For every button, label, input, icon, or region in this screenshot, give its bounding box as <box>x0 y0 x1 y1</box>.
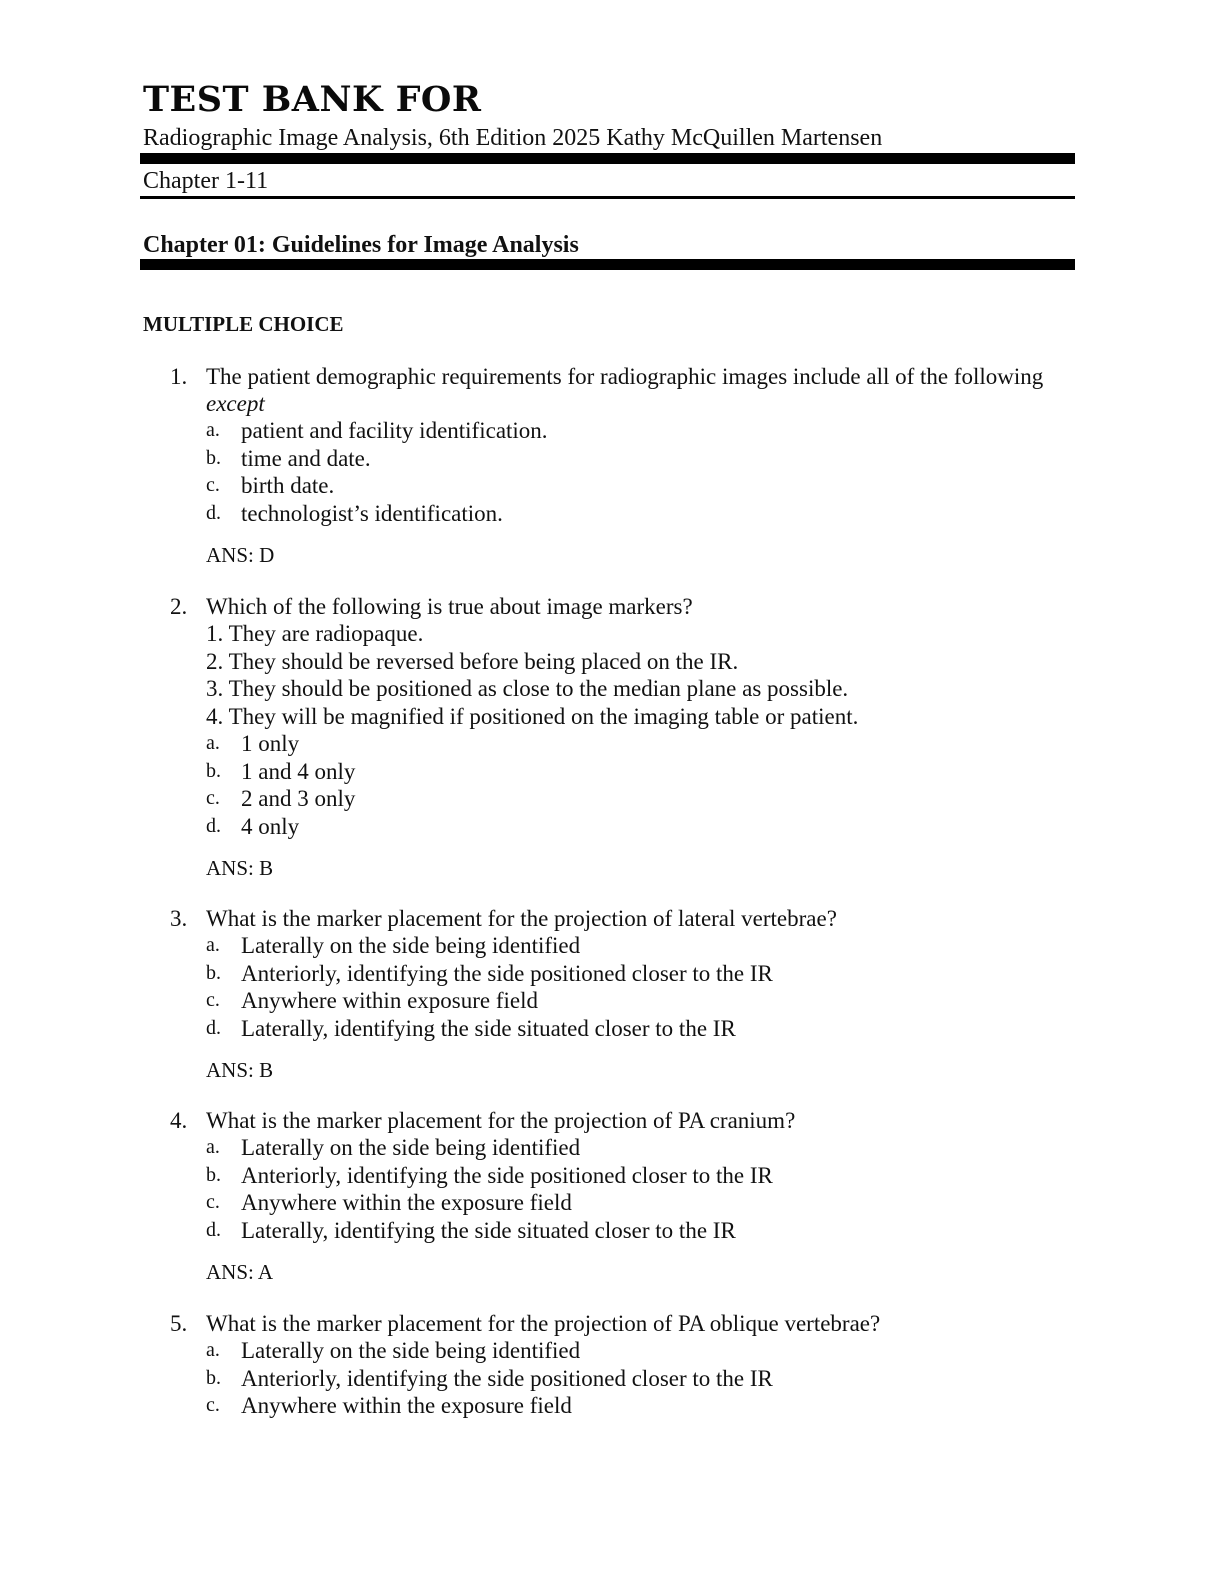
answer-option: b. Anteriorly, identifying the side positioned closer to the IR <box>206 1365 773 1391</box>
answer-option: c. Anywhere within the exposure field <box>206 1190 572 1215</box>
answer-option: c. Anywhere within exposure field <box>206 988 539 1013</box>
answer-option: b. Anteriorly, identifying the side positioned closer to the IR <box>206 1162 773 1188</box>
header-thin-rule <box>140 196 1075 199</box>
answer-key: ANS: B <box>206 856 274 880</box>
answer-option: a. patient and facility identification. <box>206 418 548 443</box>
chapter-title-rule <box>140 259 1075 270</box>
question-number: 2. <box>170 594 188 619</box>
answer-option: a. 1 only <box>206 731 300 756</box>
answer-option: d. Laterally, identifying the side situated closer to the IR <box>206 1217 736 1243</box>
question-5 <box>160 1310 1080 1420</box>
statement: 2. They should be reversed before being placed on the IR. <box>206 648 739 674</box>
stem-emphasis: except <box>206 391 265 416</box>
question-text: What is the marker placement for the projection of lateral vertebrae? <box>206 906 837 931</box>
question-number: 1. <box>170 364 188 389</box>
answer-option: b. Anteriorly, identifying the side positioned closer to the IR <box>206 960 773 986</box>
question-text: The patient demographic requirements for radiographic images include all of the following except <box>206 364 1044 416</box>
answer-option: c. 2 and 3 only <box>206 786 356 811</box>
answer-key: ANS: A <box>206 1260 274 1284</box>
answer-option: b. time and date. <box>206 445 371 471</box>
question-text: What is the marker placement for the projection of PA oblique vertebrae? <box>206 1311 881 1336</box>
question-number: 5. <box>170 1311 188 1336</box>
question-stem <box>160 1310 1080 1337</box>
question-text: What is the marker placement for the projection of PA cranium? <box>206 1108 796 1133</box>
answer-option: c. Anywhere within the exposure field <box>206 1393 572 1418</box>
question-4 <box>160 1107 1080 1286</box>
question-number: 3. <box>170 906 188 931</box>
section-heading: MULTIPLE CHOICE <box>143 312 344 336</box>
answer-key: ANS: D <box>206 543 275 567</box>
answer-option: c. birth date. <box>206 473 335 498</box>
question-1 <box>160 363 1080 569</box>
answer-option: a. Laterally on the side being identified <box>206 1135 581 1160</box>
test-bank-banner: TEST BANK FOR <box>143 79 482 120</box>
answer-option: d. Laterally, identifying the side situated closer to the IR <box>206 1015 736 1041</box>
question-stem <box>160 593 1080 620</box>
question-2 <box>160 593 1080 882</box>
answer-option: d. technologist’s identification. <box>206 500 503 526</box>
question-text: Which of the following is true about image markers? <box>206 594 693 619</box>
statement: 3. They should be positioned as close to the median plane as possible. <box>206 676 849 701</box>
question-stem <box>160 1107 1080 1134</box>
statement: 1. They are radiopaque. <box>206 621 424 646</box>
statement: 4. They will be magnified if positioned on the imaging table or patient. <box>206 703 859 729</box>
answer-option: d. 4 only <box>206 813 300 839</box>
question-3 <box>160 905 1080 1084</box>
question-stem <box>160 905 1080 932</box>
question-number: 4. <box>170 1108 188 1133</box>
answer-option: a. Laterally on the side being identified <box>206 1338 581 1363</box>
answer-key: ANS: B <box>206 1058 274 1082</box>
header-thick-rule <box>140 153 1075 164</box>
book-title: Radiographic Image Analysis, 6th Edition 2025 Kathy McQuillen Martensen <box>143 125 883 151</box>
question-stem <box>160 363 1080 417</box>
chapter-title: Chapter 01: Guidelines for Image Analysis <box>143 232 579 258</box>
answer-option: a. Laterally on the side being identified <box>206 933 581 958</box>
answer-option: b. 1 and 4 only <box>206 758 356 784</box>
chapter-range: Chapter 1-11 <box>143 168 269 194</box>
